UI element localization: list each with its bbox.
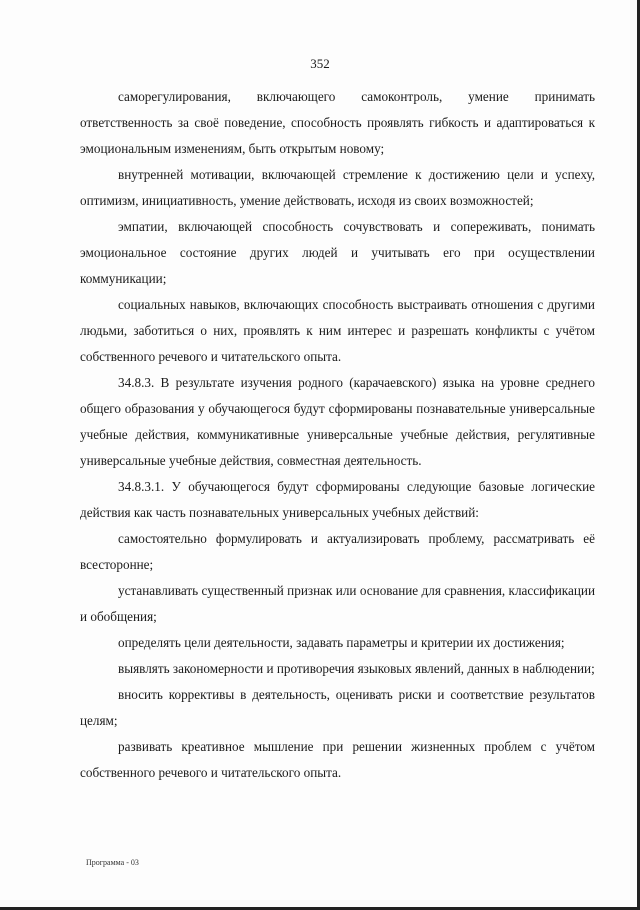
list-item-define-goals: определять цели деятельности, задавать параметры и критерии их достижения; — [118, 635, 565, 650]
paragraph-internal-motivation: внутренней мотивации, включающей стремление к достижению цели и успеху, оптимизм, инициативность, умение действовать, исходя из своих возможностей; — [80, 167, 595, 208]
page-footer: Программа - 03 — [86, 858, 139, 867]
list-item-make-corrections: вносить коррективы в деятельность, оценивать риски и соответствие результатов целям; — [80, 687, 595, 728]
paragraph-section-34-8-3: 34.8.3. В результате изучения родного (карачаевского) языка на уровне среднего общего образования у обучающегося будут сформированы познавательные универсальные учебные действия, коммуникативные универсальные учебные действия, регулятивные универсальные учебные действия, совместная деятельность. — [80, 375, 595, 468]
paragraph-section-34-8-3-1: 34.8.3.1. У обучающегося будут сформированы следующие базовые логические действия как часть познавательных универсальных учебных действий: — [80, 479, 595, 520]
list-item-establish-feature: устанавливать существенный признак или основание для сравнения, классификации и обобщения; — [80, 583, 595, 624]
page-number: 352 — [310, 56, 330, 71]
list-item-creative-thinking: развивать креативное мышление при решении жизненных проблем с учётом собственного речевого и читательского опыта. — [80, 739, 595, 780]
paragraph-social-skills: социальных навыков, включающих способность выстраивать отношения с другими людьми, заботиться о них, проявлять к ним интерес и разрешать конфликты с учётом собственного речевого и читательского опыта. — [80, 297, 595, 364]
list-item-identify-patterns: выявлять закономерности и противоречия языковых явлений, данных в наблюдении; — [118, 661, 595, 676]
paragraph-empathy: эмпатии, включающей способность сочувствовать и сопереживать, понимать эмоциональное состояние других людей и учитывать его при осуществлении коммуникации; — [80, 219, 595, 286]
document-body — [80, 84, 595, 786]
paragraph-self-regulation: саморегулирования, включающего самоконтроль, умение принимать ответственность за своё поведение, способность проявлять гибкость и адаптироваться к эмоциональным изменениям, быть открытым новому; — [80, 89, 595, 156]
list-item-formulate-problem: самостоятельно формулировать и актуализировать проблему, рассматривать её всесторонне; — [80, 531, 595, 572]
